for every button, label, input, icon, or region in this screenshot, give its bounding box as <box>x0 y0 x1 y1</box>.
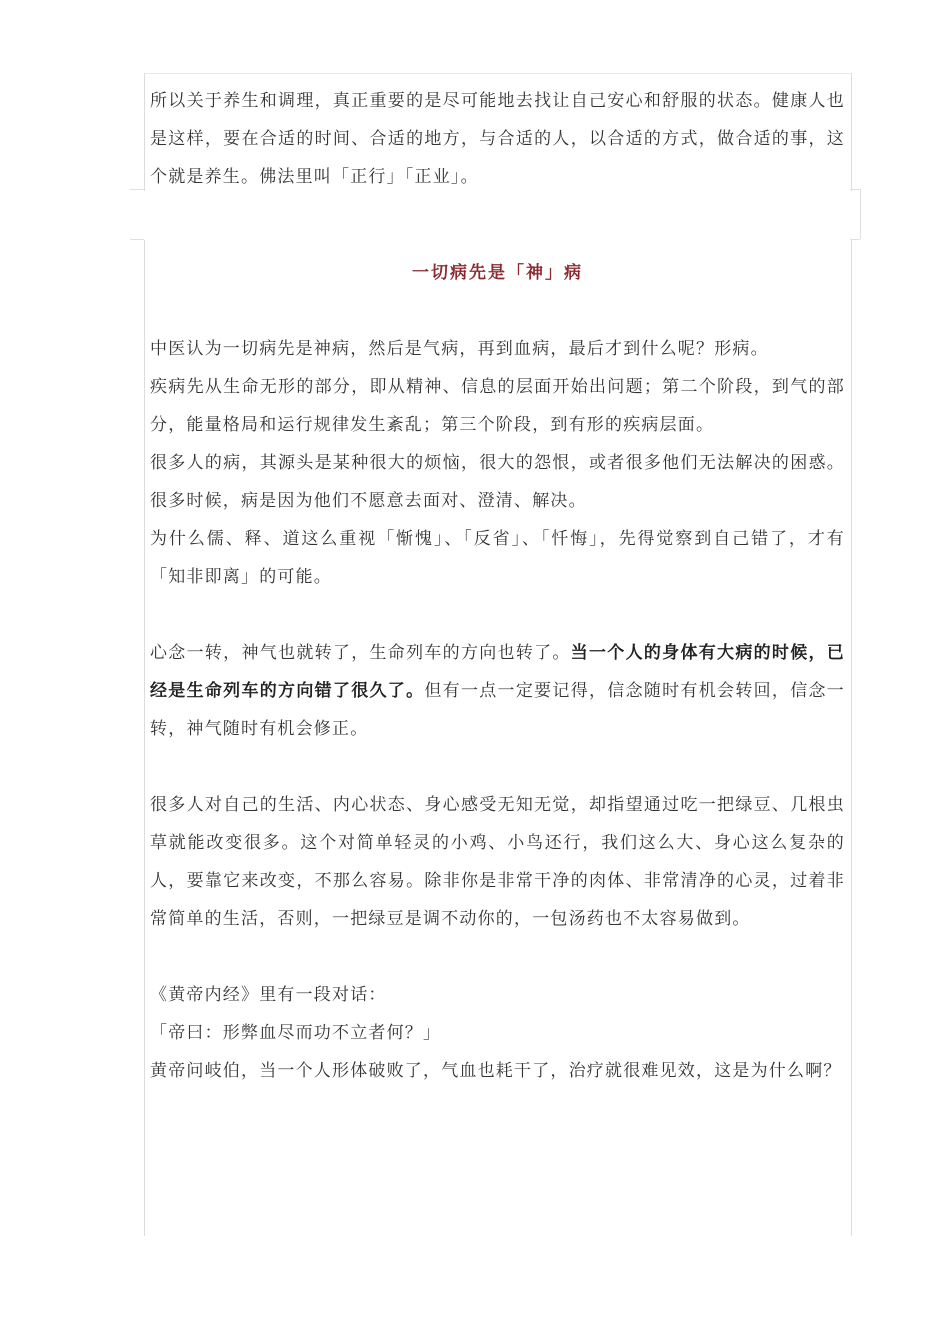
paragraph: 为什么儒、释、道这么重视「惭愧」、「反省」、「忏悔」，先得觉察到自己错了，才有「知非即离」的可能。 <box>150 529 845 587</box>
paragraph-text: 心念一转，神气也就转了，生命列车的方向也转了。 <box>150 643 571 663</box>
bold-text: 当一个人的身体有大病的时候，已经是生命列车的方向错了很久了。 <box>150 643 846 701</box>
paragraph: 疾病先从生命无形的部分，即从精神、信息的层面开始出问题；第二个阶段，到气的部分，能量格局和运行规律发生紊乱；第三个阶段，到有形的疾病层面。 <box>150 377 845 435</box>
section-heading: 一切病先是「神」病 <box>412 263 583 283</box>
quote: 「帝曰：形弊血尽而功不立者何？」 <box>150 1023 442 1043</box>
paragraph: 中医认为一切病先是神病，然后是气病，再到血病，最后才到什么呢？形病。 <box>150 339 769 359</box>
paragraph: 很多人的病，其源头是某种很大的烦恼，很大的怨恨，或者很多他们无法解决的困惑。很多时候，病是因为他们不愿意去面对、澄清、解决。 <box>150 453 845 511</box>
paragraph: 很多人对自己的生活、内心状态、身心感受无知无觉，却指望通过吃一把绿豆、几根虫草就能改变很多。这个对简单轻灵的小鸡、小鸟还行，我们这么大、身心这么复杂的人，要靠它来改变，不那么容易。除非你是非常干净的肉体、非常清净的心灵，过着非常简单的生活，否则，一把绿豆是调不动你的，一包汤药也不太容易做到。 <box>150 795 845 929</box>
paragraph-text: 但有一点一定要记得，信念随时有机会转回，信念一转，神气随时有机会修正。 <box>150 681 845 739</box>
article-body <box>150 82 845 1090</box>
paragraph <box>150 634 845 748</box>
intro-paragraph: 所以关于养生和调理，真正重要的是尽可能地去找让自己安心和舒服的状态。健康人也是这样，要在合适的时间、合适的地方，与合适的人，以合适的方式，做合适的事，这个就是养生。佛法里叫「正行」「正业」。 <box>150 91 845 187</box>
paragraph: 《黄帝内经》里有一段对话： <box>150 985 387 1005</box>
paragraph: 黄帝问岐伯，当一个人形体破败了，气血也耗干了，治疗就很难见效，这是为什么啊？ <box>150 1061 842 1081</box>
